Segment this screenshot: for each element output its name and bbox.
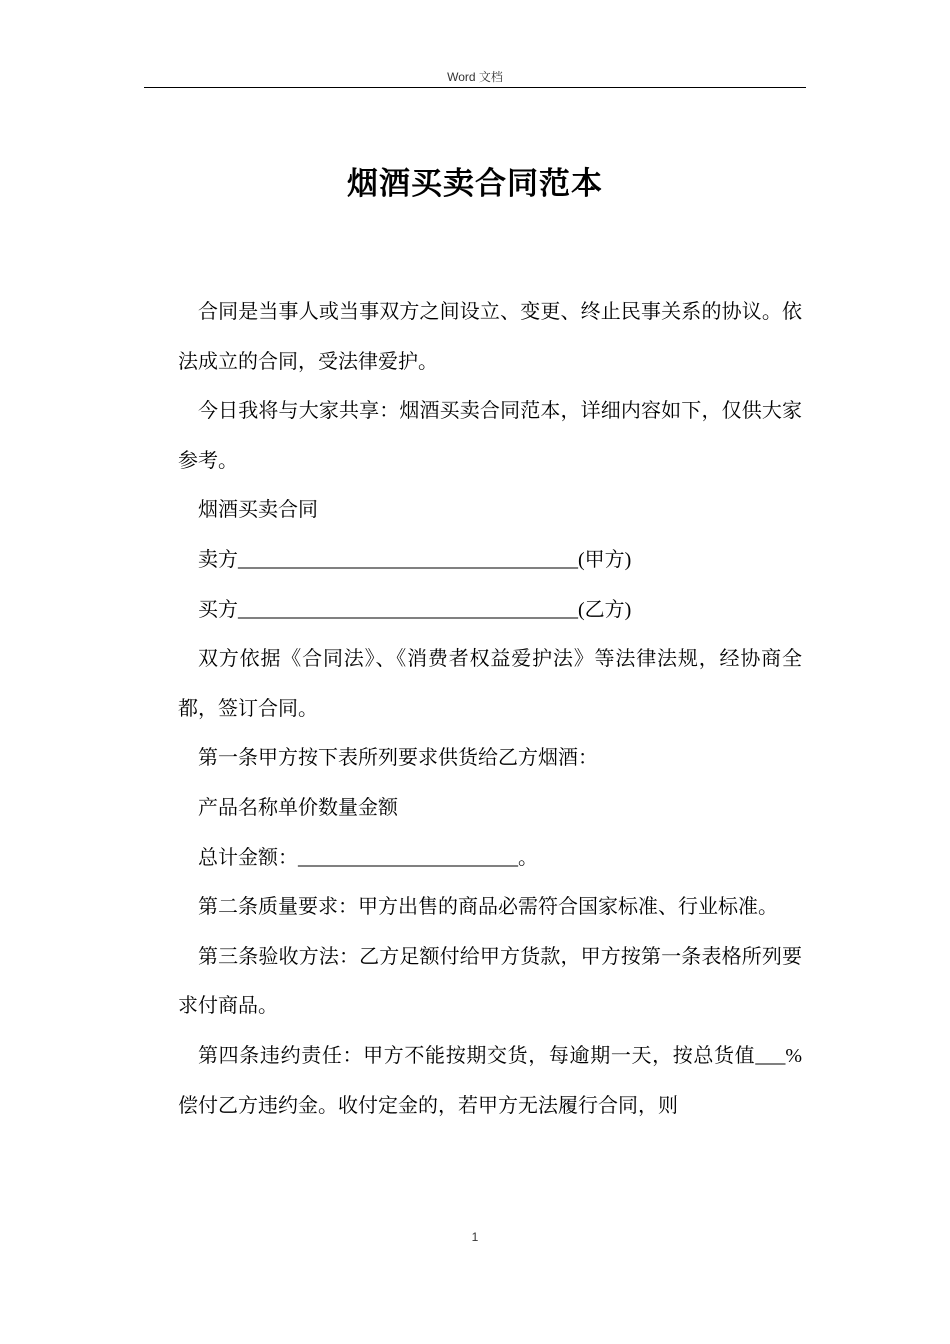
- paragraph-seller: 卖方__________________________________(甲方): [198, 548, 632, 571]
- paragraph-total: 总计金额：______________________。: [198, 846, 538, 869]
- document-body: [178, 288, 802, 1131]
- paragraph-buyer: 买方__________________________________(乙方): [198, 598, 632, 621]
- paragraph-share: 今日我将与大家共享：烟酒买卖合同范本，详细内容如下，仅供大家参考。: [178, 400, 802, 472]
- paragraph-article-2: 第二条质量要求：甲方出售的商品必需符合国家标准、行业标准。: [198, 896, 778, 919]
- paragraph-basis: 双方依据《合同法》、《消费者权益爱护法》等法律法规，经协商全都，签订合同。: [178, 648, 802, 720]
- document-title: 烟酒买卖合同范本: [347, 166, 603, 201]
- paragraph-article-4: 第四条违约责任：甲方不能按期交货，每逾期一天，按总货值___%偿付乙方违约金。收付定金的，若甲方无法履行合同，则: [178, 1044, 802, 1117]
- page-number: 1: [471, 1230, 479, 1244]
- paragraph-article-3: 第三条验收方法：乙方足额付给甲方货款，甲方按第一条表格所列要求付商品。: [178, 945, 802, 1018]
- paragraph-table-header: 产品名称单价数量金额: [198, 796, 398, 819]
- paragraph-article-1: 第一条甲方按下表所列要求供货给乙方烟酒：: [198, 747, 598, 770]
- paragraph-intro: 合同是当事人或当事双方之间设立、变更、终止民事关系的协议。依法成立的合同，受法律爱护。: [178, 301, 802, 373]
- paragraph-contract-heading: 烟酒买卖合同: [198, 499, 318, 522]
- header-text: Word 文档: [447, 70, 503, 84]
- header-rule: [144, 87, 806, 88]
